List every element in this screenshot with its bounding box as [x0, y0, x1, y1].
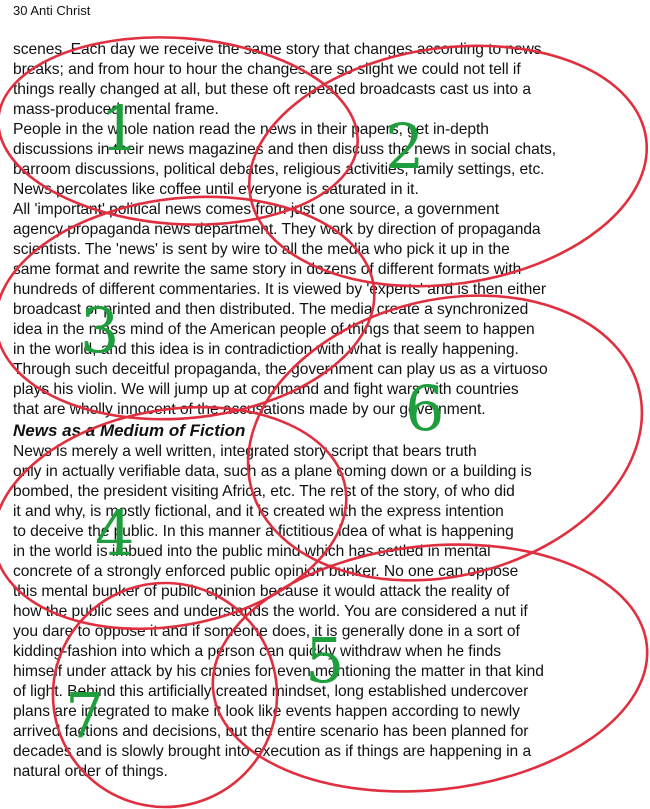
- annotation-number-7: 7: [65, 679, 105, 752]
- annotation-number-4: 4: [95, 497, 135, 570]
- text-line: bombed, the president visiting Africa, etc. The rest of the story, of who did: [13, 483, 515, 500]
- section-paragraph: [13, 442, 649, 782]
- paragraph: [13, 200, 649, 420]
- text-line: News is merely a well written, integrated story script that bears truth: [13, 443, 477, 460]
- text-line: idea in the mass mind of the American people of things that seem to happen: [13, 321, 535, 338]
- text-line: mass-produced mental frame.: [13, 101, 219, 118]
- text-line: agency propaganda news department. They work by direction of propaganda: [13, 221, 541, 238]
- text-line: how the public sees and understands the world. You are considered a nut if: [13, 603, 528, 620]
- text-line: decades and is slowly brought into execution as if things are happening in a: [13, 743, 532, 760]
- text-line: to deceive the public. In this manner a fictitious idea of what is happening: [13, 523, 514, 540]
- text-line: scientists. The 'news' is sent by wire to all the media who pick it up in the: [13, 241, 510, 258]
- annotation-number-3: 3: [80, 294, 120, 367]
- page-header: 30 Anti Christ: [13, 3, 91, 18]
- annotation-number-1: 1: [100, 92, 140, 165]
- annotation-number-2: 2: [385, 110, 425, 183]
- text-line: concrete of a strongly enforced public opinion bunker. No one can oppose: [13, 563, 519, 580]
- text-line: that are wholly innocent of the accusations made by our government.: [13, 401, 486, 418]
- text-line: plans are integrated to make it look like events happen according to newly: [13, 703, 520, 720]
- text-line: broadcast or printed and then distributed. The media create a synchronized: [13, 301, 529, 318]
- annotation-number-5: 5: [305, 624, 345, 697]
- text-line: only in actually verifiable data, such as a plane coming down or a building is: [13, 463, 532, 480]
- text-line: you dare to oppose it and if someone does, it is generally done in a sort of: [13, 623, 520, 640]
- text-line: in the world, and this idea is in contradiction with what is really happening.: [13, 341, 519, 358]
- text-line: barroom discussions, political debates, religious activities, family settings, etc.: [13, 161, 545, 178]
- text-line: discussions in their news magazines and then discuss the news in social chats,: [13, 141, 557, 158]
- text-line: hundreds of different commentaries. It is viewed by 'experts' and is then either: [13, 281, 547, 298]
- text-line: natural order of things.: [13, 763, 168, 780]
- paragraph: [13, 40, 649, 120]
- text-line: Through such deceitful propaganda, the government can play us as a virtuoso: [13, 361, 548, 378]
- text-line: All 'important' political news comes from just one source, a government: [13, 201, 500, 218]
- text-line: himself under attack by his cronies for even mentioning the matter in that kind: [13, 663, 544, 680]
- text-line: plays his violin. We will jump up at command and fight wars with countries: [13, 381, 519, 398]
- text-line: this mental bunker of public opinion because it would attack the reality of: [13, 583, 510, 600]
- text-line: kidding-fashion into which a person can quickly withdraw when he finds: [13, 643, 501, 660]
- document-body: [13, 40, 649, 782]
- text-line: things really changed at all, but these oft repeated broadcasts cast us into a: [13, 81, 531, 98]
- text-line: scenes. Each day we receive the same story that changes according to news: [13, 41, 542, 58]
- text-line: of light. Behind this artificially created mindset, long established undercover: [13, 683, 529, 700]
- annotation-number-6: 6: [405, 372, 445, 445]
- text-line: it and why, is mostly fictional, and it is created with the express intention: [13, 503, 504, 520]
- paragraph: [13, 120, 649, 200]
- text-line: People in the whole nation read the news in their papers, get in-depth: [13, 121, 489, 138]
- text-line: in the world is imbued into the public mind which has settled in mental: [13, 543, 491, 560]
- text-line: breaks; and from hour to hour the changes are so slight we could not tell if: [13, 61, 521, 78]
- section-heading: News as a Medium of Fiction: [13, 421, 246, 440]
- text-line: News percolates like coffee until everyone is saturated in it.: [13, 181, 419, 198]
- text-line: arrived factions and decisions, but the entire scenario has been planned for: [13, 723, 529, 740]
- text-line: same format and rewrite the same story in dozens of different formats with: [13, 261, 522, 278]
